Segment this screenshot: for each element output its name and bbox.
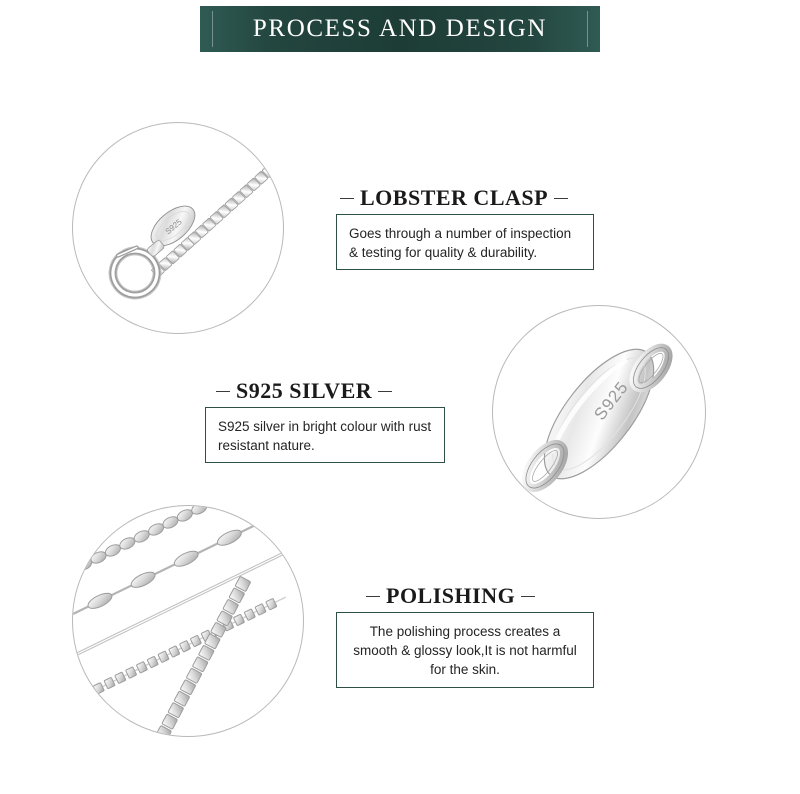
svg-text:S925: S925: [163, 217, 184, 237]
header-banner: [200, 6, 600, 52]
section-title-polishing: POLISHING: [386, 583, 516, 608]
section-title-lobster-clasp: LOBSTER CLASP: [360, 185, 549, 210]
section-title-s925-silver: S925 SILVER: [236, 378, 373, 403]
chains-variety-illustration: [73, 506, 303, 736]
s925-stamp-illustration: [493, 306, 705, 518]
lobster-clasp-illustration: [73, 123, 283, 333]
image-s925-silver: [492, 305, 706, 519]
section-text-polishing: The polishing process creates a smooth & glossy look,It is not harmful for the skin.: [336, 612, 594, 688]
image-polishing: [72, 505, 304, 737]
page-title: PROCESS AND DESIGN: [252, 15, 548, 42]
svg-text:S925: S925: [590, 377, 633, 424]
section-text-lobster-clasp: Goes through a number of inspection & testing for quality & durability.: [336, 214, 594, 270]
image-lobster-clasp: [72, 122, 284, 334]
section-text-s925-silver: S925 silver in bright colour with rust resistant nature.: [205, 407, 445, 463]
